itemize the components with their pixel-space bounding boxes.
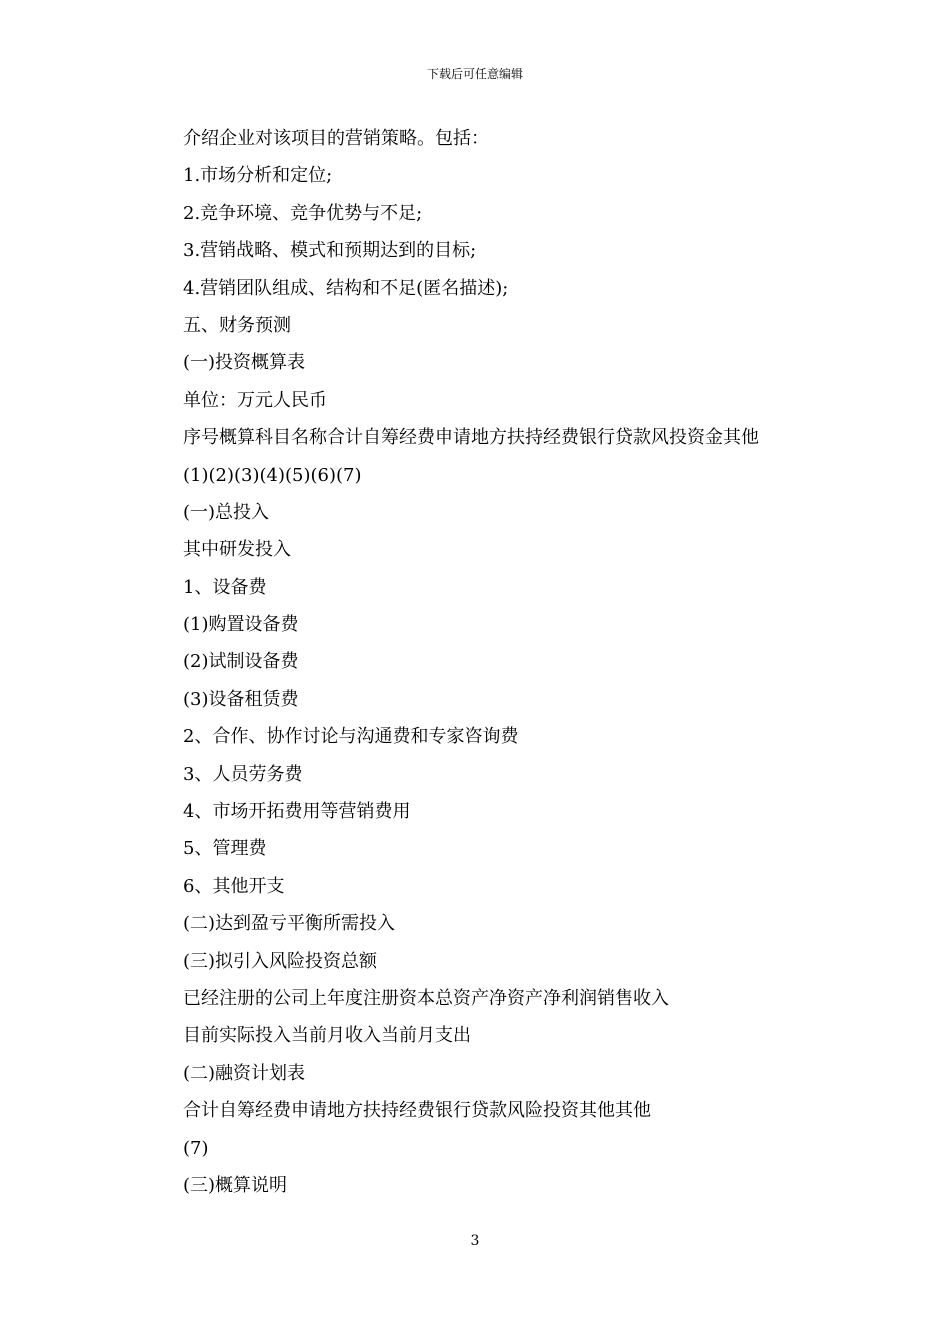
- table-column-numbers: (1)(2)(3)(4)(5)(6)(7): [183, 464, 362, 486]
- page-number: 3: [470, 1233, 480, 1249]
- financing-table-header-row: 合计自筹经费申请地方扶持经费银行贷款风险投资其他其他: [183, 1100, 651, 1122]
- table-header-row: 序号概算科目名称合计自筹经费申请地方扶持经费银行贷款风投资金其他: [183, 427, 759, 449]
- list-item-competition: 2.竞争环境、竞争优势与不足;: [183, 202, 423, 224]
- financing-table-column-number: (7): [183, 1137, 209, 1159]
- table-row-equipment: 1、设备费: [183, 576, 267, 598]
- table-row-equipment-trial: (2)试制设备费: [183, 651, 299, 673]
- list-item-marketing-team: 4.营销团队组成、结构和不足(匿名描述);: [183, 277, 509, 299]
- table-row-equipment-lease: (3)设备租赁费: [183, 688, 299, 710]
- paragraph-marketing-intro: 介绍企业对该项目的营销策略。包括：: [183, 128, 489, 149]
- subsection-heading-investment-estimate: (一)投资概算表: [183, 352, 306, 374]
- table-row-breakeven: (二)达到盈亏平衡所需投入: [183, 913, 396, 935]
- table-row-cooperation: 2、合作、协作讨论与沟通费和专家咨询费: [183, 726, 519, 748]
- subsection-heading-financing-plan: (二)融资计划表: [183, 1062, 306, 1084]
- table-row-total-investment: (一)总投入: [183, 501, 270, 523]
- table-row-rd-investment: 其中研发投入: [183, 539, 291, 561]
- subsection-heading-estimate-notes: (三)概算说明: [183, 1174, 288, 1196]
- table-row-current-investment: 目前实际投入当前月收入当前月支出: [183, 1025, 471, 1047]
- section-heading-financial-forecast: 五、财务预测: [183, 314, 291, 336]
- table-row-management: 5、管理费: [183, 838, 267, 860]
- unit-label: 单位：万元人民币: [183, 389, 327, 411]
- page-header: 下载后可任意编辑: [426, 67, 523, 81]
- table-row-registered-company: 已经注册的公司上年度注册资本总资产净资产净利润销售收入: [183, 987, 669, 1009]
- list-item-market-analysis: 1.市场分析和定位;: [183, 165, 333, 187]
- table-row-labor: 3、人员劳务费: [183, 763, 303, 785]
- table-row-other-expenses: 6、其他开支: [183, 875, 285, 897]
- table-row-venture-capital: (三)拟引入风险投资总额: [183, 950, 378, 972]
- list-item-marketing-strategy: 3.营销战略、模式和预期达到的目标;: [183, 240, 477, 262]
- table-row-marketing: 4、市场开拓费用等营销费用: [183, 801, 411, 823]
- table-row-equipment-purchase: (1)购置设备费: [183, 614, 299, 636]
- document-body: [183, 120, 823, 1204]
